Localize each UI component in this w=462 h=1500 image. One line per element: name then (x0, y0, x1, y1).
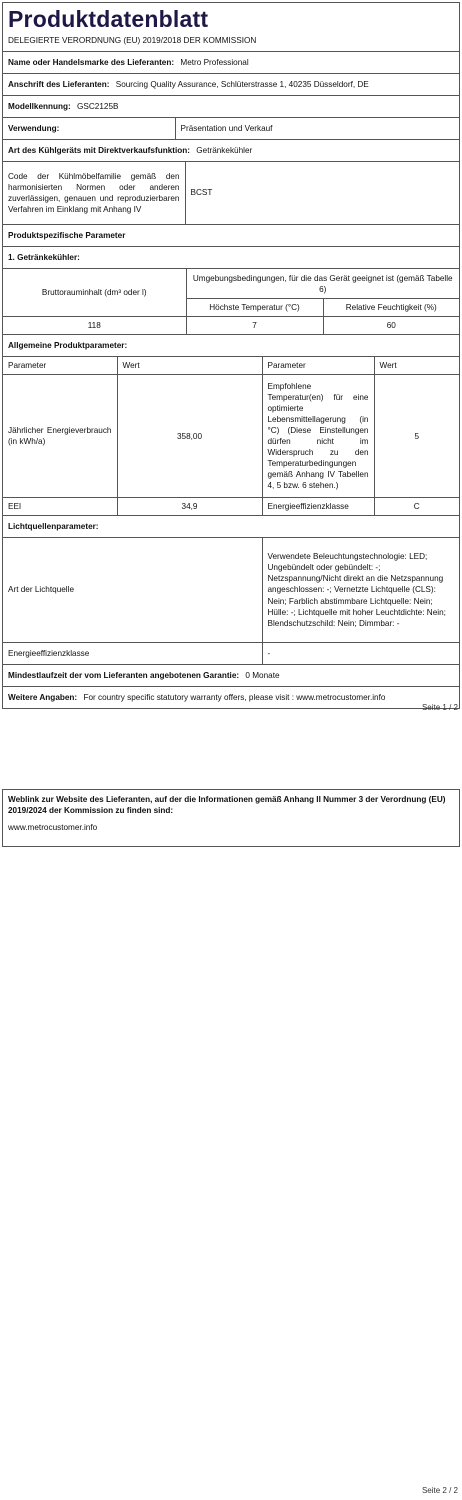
warranty-label: Mindestlaufzeit der vom Lieferanten angebotenen Garantie: (8, 670, 240, 680)
family-code-label: Code der Kühlmöbelfamilie gemäß den harmonisierten Normen oder anderen zuverlässigen, genauen und reproduzierbaren Verfahren im Einklang mit Anhang IV (3, 162, 185, 225)
light-params-heading: Lichtquellenparameter: (3, 516, 459, 538)
warranty-value: 0 Monate (245, 670, 280, 680)
recommended-temp-value: 5 (374, 375, 459, 498)
brand-value: Metro Professional (180, 58, 249, 67)
general-params-table (3, 357, 459, 516)
col-header-value-2: Wert (374, 357, 459, 375)
model-row (3, 96, 459, 118)
humidity-value: 60 (323, 316, 459, 334)
address-label: Anschrift des Lieferanten: (8, 80, 110, 90)
product-params-heading: Produktspezifische Parameter (3, 225, 459, 247)
col-header-param-2: Parameter (262, 357, 374, 375)
family-code-table (3, 162, 459, 226)
warranty-row (3, 665, 459, 687)
weblink-label: Weblink zur Website des Lieferanten, auf der die Informationen gemäß Anhang II Nummer 3 der Verordnung (EU) 2019/2024 der Kommission zu finden sind: (8, 795, 446, 816)
eei-label: EEI (3, 498, 117, 516)
usage-value: Präsentation und Verkauf (175, 118, 459, 139)
brand-label: Name oder Handelsmarke des Lieferanten: (8, 58, 175, 67)
max-temp-label: Höchste Temperatur (°C) (186, 298, 323, 316)
recommended-temp-label: Empfohlene Temperatur(en) für eine optimierte Lebensmittellagerung (in °C) (Diese Einstellungen dürfen nicht im Widerspruch zu den Temperaturbedingungen gemäß Anhang IV Tabellen 4, 5 bzw. 6 stehen.) (262, 375, 374, 498)
gross-volume-value: 118 (3, 316, 186, 334)
humidity-label: Relative Feuchtigkeit (%) (323, 298, 459, 316)
light-source-table (3, 538, 459, 665)
eei-value: 34,9 (117, 498, 262, 516)
usage-label: Verwendung: (3, 118, 175, 139)
weblink-box (2, 789, 460, 847)
max-temp-value: 7 (186, 316, 323, 334)
cooler-type-row (3, 140, 459, 162)
address-row (3, 74, 459, 96)
page-number-1: Seite 1 / 2 (421, 703, 458, 712)
general-params-heading: Allgemeine Produktparameter: (3, 335, 459, 357)
efficiency-class-value: C (374, 498, 459, 516)
further-info-label: Weitere Angaben: (8, 692, 78, 702)
brand-row (3, 52, 459, 74)
further-info-row (3, 687, 459, 708)
address-value: Sourcing Quality Assurance, Schlüterstrasse 1, 40235 Düsseldorf, DE (115, 80, 369, 90)
col-header-value-1: Wert (117, 357, 262, 375)
light-class-value: - (262, 642, 459, 664)
cooler-type-label: Art des Kühlgeräts mit Direktverkaufsfunktion: (8, 145, 190, 155)
gross-volume-label: Bruttorauminhalt (dm³ oder l) (3, 269, 186, 316)
light-class-label: Energieeffizienzklasse (3, 642, 262, 664)
light-type-value: Verwendete Beleuchtungstechnologie: LED; Ungebündelt oder gebündelt: -; Netzspannung/Nicht direkt an die Netzspannung angeschlossen: -; Vernetzte Lichtquelle (CLS): Nein; Farblich abstimmbare Lichtquelle: Nein; Hülle: -; Lichtquelle mit hoher Leuchtdichte: Nein; Blendschutzschild: Nein; Dimmbar: - (262, 538, 459, 642)
model-label: Modellkennung: (8, 102, 71, 112)
beverage-cooler-heading: 1. Getränkekühler: (3, 247, 459, 269)
page-number-2: Seite 2 / 2 (421, 1486, 458, 1495)
further-info-value: For country specific statutory warranty offers, please visit : www.metrocustomer.info (83, 692, 386, 702)
regulation-subtitle: DELEGIERTE VERORDNUNG (EU) 2019/2018 DER KOMMISSION (3, 33, 459, 52)
weblink-value[interactable]: www.metrocustomer.info (8, 822, 98, 832)
model-value: GSC2125B (77, 102, 119, 112)
annual-energy-value: 358,00 (117, 375, 262, 498)
product-data-sheet (2, 2, 460, 709)
family-code-value: BCST (185, 162, 459, 225)
cooler-type-value: Getränkekühler (196, 145, 253, 155)
col-header-param-1: Parameter (3, 357, 117, 375)
volume-ambient-table (3, 269, 459, 335)
ambient-conditions-label: Umgebungsbedingungen, für die das Gerät geeignet ist (gemäß Tabelle 6) (186, 269, 459, 298)
annual-energy-label: Jährlicher Energieverbrauch (in kWh/a) (3, 375, 117, 498)
page-title: Produktdatenblatt (8, 6, 209, 32)
efficiency-class-label: Energieeffizienzklasse (262, 498, 374, 516)
usage-table (3, 118, 459, 140)
light-type-label: Art der Lichtquelle (3, 538, 262, 642)
